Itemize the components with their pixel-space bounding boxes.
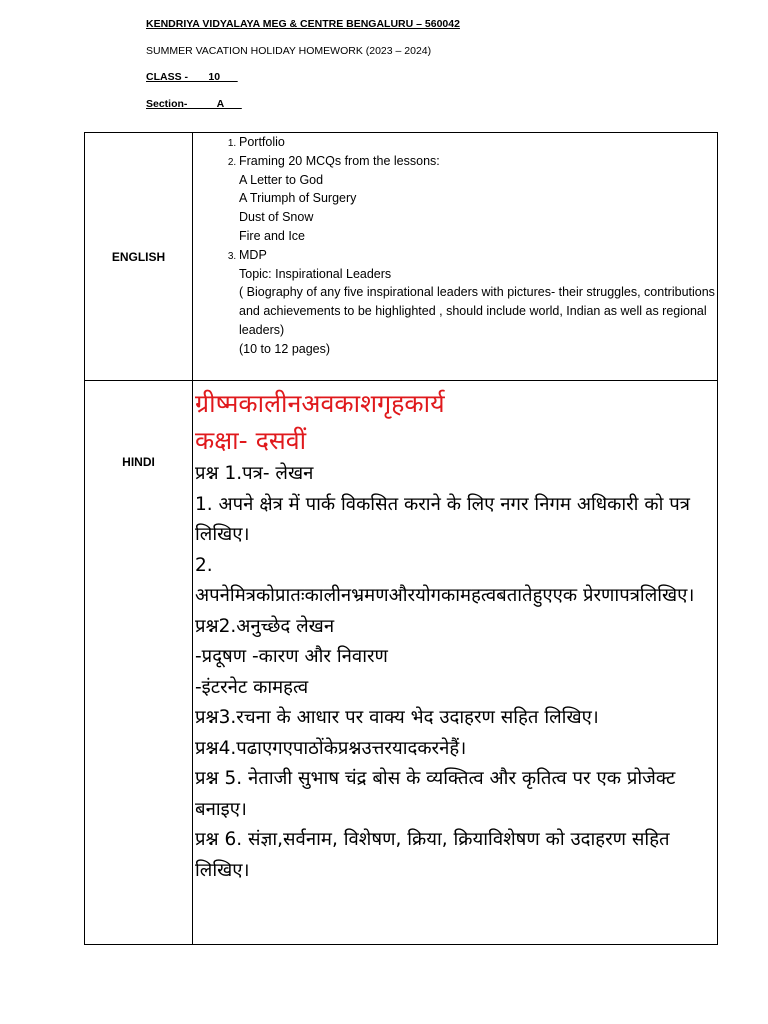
- lesson-item: A Triumph of Surgery: [239, 191, 357, 206]
- hindi-content-cell: [193, 381, 718, 945]
- document-header: [146, 14, 460, 120]
- homework-title: SUMMER VACATION HOLIDAY HOMEWORK (2023 – 2024): [146, 44, 432, 57]
- question-2-title: प्रश्न2.अनुच्छेद लेखन: [195, 615, 335, 637]
- question-1b: अपनेमित्रकोप्रातःकालीनभ्रमणऔरयोगकामहत्वबतातेहुएएक प्रेरणापत्रलिखिए।: [195, 585, 695, 606]
- list-item: [239, 246, 717, 359]
- mdp-topic: Topic: Inspirational Leaders: [239, 266, 392, 281]
- question-4: प्रश्न4.पढाएगएपाठोंकेप्रश्नउत्तरयादकरनेहैं।: [195, 737, 467, 759]
- task-portfolio: Portfolio: [239, 135, 285, 149]
- section-line: Section-_____A___: [146, 97, 242, 110]
- subject-label-hindi: HINDI: [122, 455, 155, 469]
- lesson-item: Dust of Snow: [239, 210, 314, 225]
- subject-cell-english: ENGLISH: [85, 133, 193, 381]
- question-2a: -प्रदूषण -कारण और निवारण: [195, 646, 388, 667]
- mdp-details: ( Biography of any five inspirational leaders with pictures- their struggles, contributions and achievements to be highlighted , should include world, Indian as well as regional leaders): [239, 285, 715, 337]
- lesson-item: Fire and Ice: [239, 228, 306, 243]
- question-3: प्रश्न3.रचना के आधार पर वाक्य भेद उदाहरण सहित लिखिए।: [195, 707, 599, 728]
- question-5: प्रश्न 5. नेताजी सुभाष चंद्र बोस के व्यक्तित्व और कृतित्व पर एक प्रोजेक्ट बनाइए।: [195, 768, 676, 820]
- question-1-title: प्रश्न 1.पत्र- लेखन: [195, 463, 314, 484]
- mdp-pages: (10 to 12 pages): [239, 341, 331, 356]
- english-task-list: [193, 133, 717, 359]
- task-mdp: MDP: [239, 247, 267, 262]
- hindi-class-heading: कक्षा- दसवीं: [195, 426, 307, 455]
- question-2b: -इंटरनेट कामहत्व: [195, 676, 309, 698]
- lesson-item: A Letter to God: [239, 172, 324, 187]
- table-row: [85, 381, 718, 945]
- subject-cell-hindi: [85, 381, 193, 945]
- homework-table: [84, 132, 718, 945]
- task-mcq: Framing 20 MCQs from the lessons:: [239, 153, 440, 168]
- question-1a: 1. अपने क्षेत्र में पार्क विकसित कराने के लिए नगर निगम अधिकारी को पत्र लिखिए।: [195, 493, 690, 545]
- question-1b-number: 2.: [195, 554, 213, 576]
- question-6: प्रश्न 6. संज्ञा,सर्वनाम, विशेषण, क्रिया, क्रियाविशेषण को उदाहरण सहित लिखिए।: [195, 829, 670, 881]
- hindi-heading: ग्रीष्मकालीनअवकाशगृहकार्य: [195, 389, 445, 418]
- list-item: [239, 133, 717, 152]
- list-item: [239, 152, 717, 246]
- english-content-cell: [193, 133, 718, 381]
- school-name: KENDRIYA VIDYALAYA MEG & CENTRE BENGALURU – 560042: [146, 18, 460, 30]
- class-line: CLASS - ___10___: [146, 71, 238, 83]
- table-row: [85, 133, 718, 381]
